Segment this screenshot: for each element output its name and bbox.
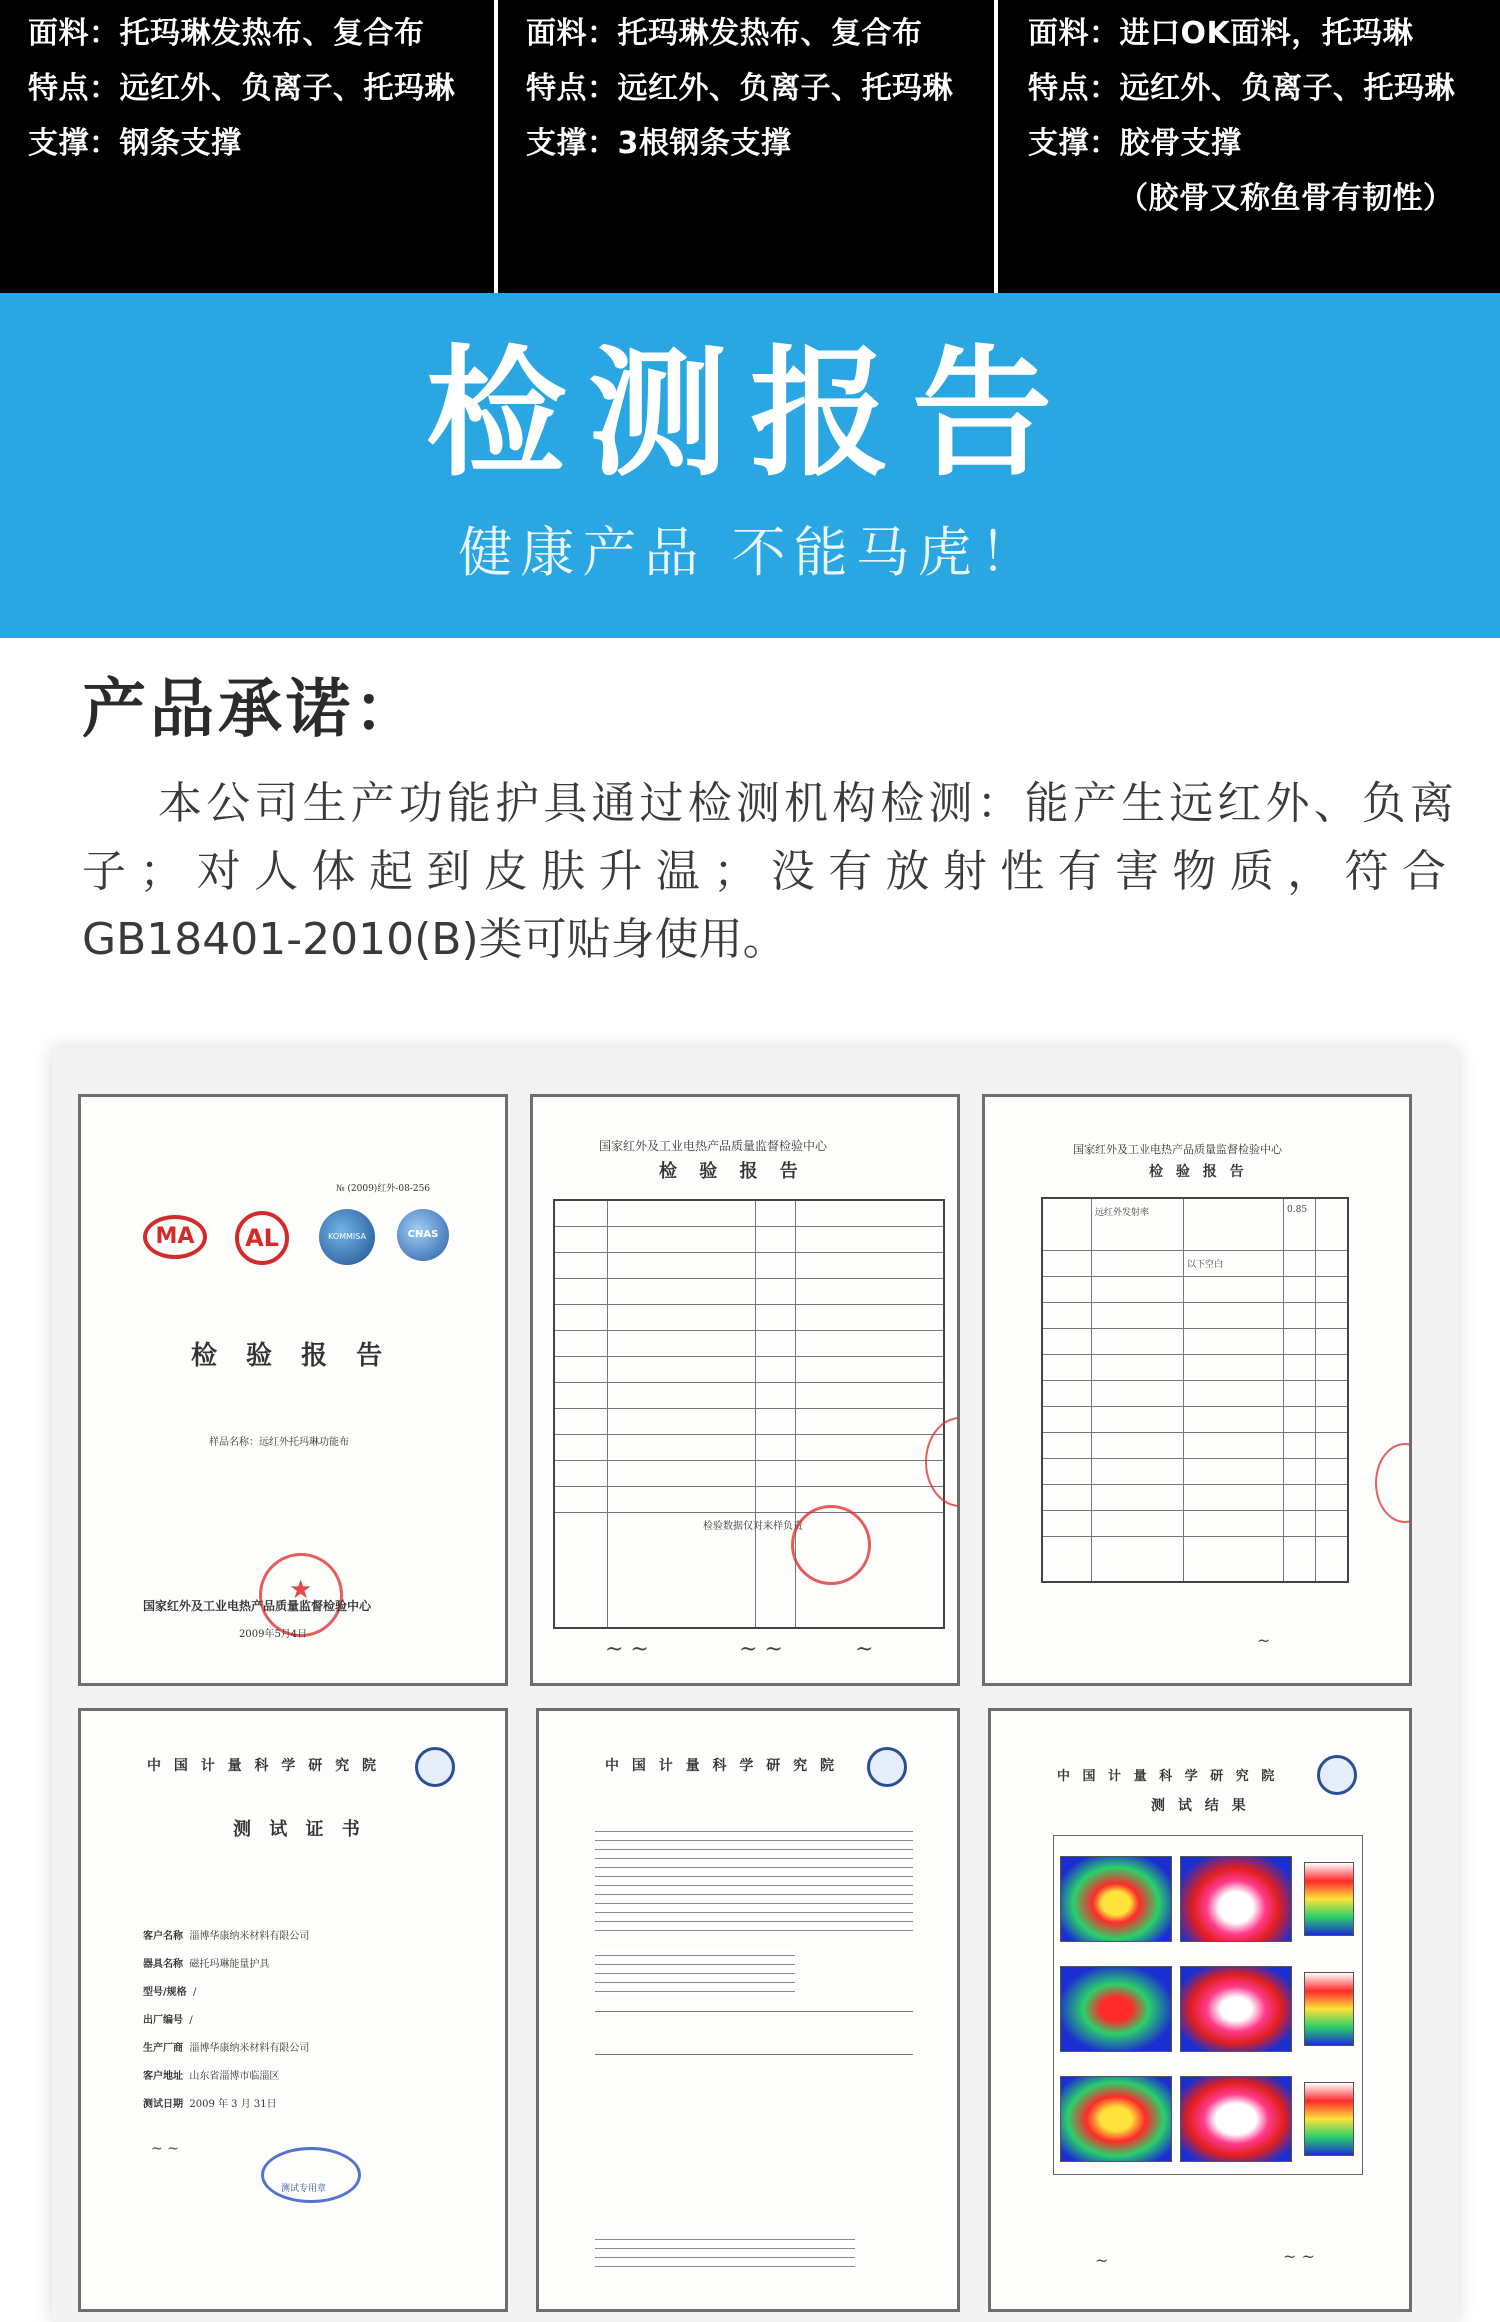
signature: ~ [1257, 1631, 1271, 1650]
ma-logo-icon: MA [143, 1215, 207, 1259]
certificate-inspection-cover [78, 1094, 508, 1686]
spec-support: 支撑：胶骨支撑 [1028, 126, 1242, 161]
report-org: 国家红外及工业电热产品质量监督检验中心 [1073, 1143, 1282, 1156]
signature: ~ ~ [739, 1637, 783, 1662]
results-table [595, 2011, 913, 2055]
institute-logo-icon [415, 1747, 455, 1787]
red-seal-stamp [791, 1505, 871, 1585]
thermal-image [1060, 2076, 1172, 2162]
certificate-test [78, 1708, 508, 2312]
certificate-title: 测 试 证 书 [233, 1819, 366, 1840]
footnote-block [595, 2231, 855, 2271]
issue-date: 2009年5月4日 [239, 1629, 308, 1640]
signature: ~ [855, 1637, 874, 1662]
institute-logo-icon [867, 1747, 907, 1787]
al-logo-icon: AL [235, 1211, 289, 1265]
stamp-text: 测试专用章 [281, 2184, 327, 2194]
report-table [553, 1199, 945, 1629]
spec-strip [0, 0, 1500, 293]
institute-name: 中 国 计 量 科 学 研 究 院 [1057, 1769, 1279, 1784]
thermal-image [1180, 1856, 1292, 1942]
institute-name: 中 国 计 量 科 学 研 究 院 [147, 1758, 380, 1774]
promise-line: 子；对人体起到皮肤升温；没有放射性有害物质，符合 [82, 846, 1454, 897]
thermal-scale [1304, 1862, 1354, 1936]
institute-logo-icon [1317, 1755, 1357, 1795]
spec-column-2 [526, 0, 996, 293]
thermal-image [1060, 1966, 1172, 2052]
promise-title: 产品承诺： [82, 673, 422, 747]
issuing-org: 国家红外及工业电热产品质量监督检验中心 [143, 1599, 372, 1613]
cnas-logo-icon: CNAS [397, 1209, 449, 1261]
thermal-scale [1304, 2082, 1354, 2156]
spec-feature: 特点：远红外、负离子、托玛琳 [1028, 71, 1455, 106]
spec-fabric: 面料：托玛琳发热布、复合布 [28, 16, 425, 51]
thermal-image [1060, 1856, 1172, 1942]
thermal-image [1180, 1966, 1292, 2052]
spec-column-1 [28, 0, 498, 293]
report-org: 国家红外及工业电热产品质量监督检验中心 [599, 1139, 828, 1153]
spec-note: （胶骨又称鱼骨有韧性） [1118, 181, 1454, 216]
certificate-thermal-results [988, 1708, 1412, 2312]
promise-line: GB18401-2010(B)类可贴身使用。 [82, 914, 787, 965]
certificate-test-text [536, 1708, 960, 2312]
institute-name: 中 国 计 量 科 学 研 究 院 [605, 1758, 838, 1774]
promise-text [82, 770, 1454, 974]
banner-title: 检测报告 [425, 333, 1074, 496]
spec-support: 支撑：3根钢条支撑 [526, 126, 792, 161]
blue-seal-stamp [261, 2147, 361, 2203]
certificate-inspection-data [982, 1094, 1412, 1686]
spec-fabric: 面料：托玛琳发热布、复合布 [526, 16, 923, 51]
spec-fabric: 面料：进口OK面料，托玛琳 [1028, 16, 1414, 51]
report-banner [0, 293, 1500, 638]
signature: ~ ~ [151, 2141, 179, 2157]
star-icon: ★ [289, 1575, 313, 1605]
spec-column-3 [1028, 0, 1498, 293]
signature: ~ ~ [1283, 2247, 1315, 2266]
promise-line: 本公司生产功能护具通过检测机构检测：能产生远红外、负离 [158, 778, 1454, 829]
thermal-image [1180, 2076, 1292, 2162]
sample-name: 样品名称：远红外托玛琳功能布 [209, 1437, 349, 1448]
signature: ~ [1095, 2251, 1109, 2270]
report-conclusion: 检验数据仅对来样负责 [703, 1521, 803, 1532]
banner-subtitle: 健康产品 不能马虎！ [458, 521, 1042, 584]
kommisa-logo-icon: KOMMISA [319, 1209, 375, 1265]
certificate-title: 检 验 报 告 [191, 1341, 393, 1371]
certificate-fields: 客户名称 淄博华康纳米材料有限公司 器具名称 磁托玛琳能量护具 型号/规格 / 出厂编号 / 生产厂商 淄博华康纳米材料有限公司 客户地址 山东省淄博市临淄区 测试日期 2009 年 3 月 31日 [143, 1931, 310, 2110]
results-title: 测 试 结 果 [1151, 1798, 1250, 1814]
text-block [595, 1947, 795, 1997]
signature: ~ ~ [605, 1637, 649, 1662]
spec-support: 支撑：钢条支撑 [28, 126, 242, 161]
red-seal-stamp [1375, 1443, 1412, 1523]
report-title: 检 验 报 告 [1149, 1164, 1248, 1180]
spec-divider [494, 0, 498, 293]
certificate-gallery [52, 1048, 1458, 2322]
data-table: 远红外发射率 0.85 以下空白 [1041, 1197, 1349, 1583]
thermal-grid [1053, 1835, 1363, 2175]
spec-feature: 特点：远红外、负离子、托玛琳 [526, 71, 953, 106]
certificate-number: № (2009)红外-08-256 [336, 1184, 431, 1194]
report-title: 检 验 报 告 [659, 1161, 806, 1182]
spec-divider [994, 0, 998, 293]
certificate-inspection-table [530, 1094, 960, 1686]
text-block [595, 1823, 913, 1933]
thermal-scale [1304, 1972, 1354, 2046]
spec-feature: 特点：远红外、负离子、托玛琳 [28, 71, 455, 106]
